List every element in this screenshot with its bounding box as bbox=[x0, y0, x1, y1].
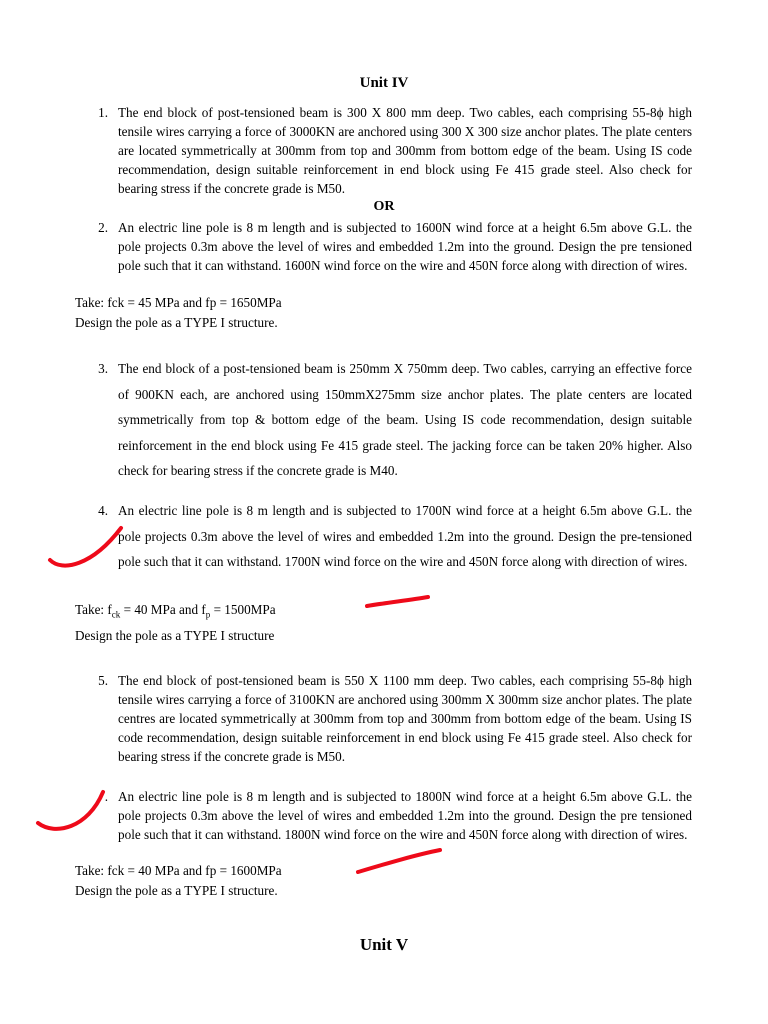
question-number: . bbox=[104, 789, 108, 804]
q4-design-note: Design the pole as a TYPE I structure bbox=[75, 628, 275, 643]
question-text: The end block of a post-tensioned beam is 250mm X 750mm deep. Two cables, carrying an effective force of 900KN each, are anchored using 150mmX275mm size anchor plates. The plate centers are located symmetrically from top & bottom edge of the beam. Using IS code recommendation, design suitable reinforcement in the end block using Fe 415 grade steel. The jacking force can be taken 20% higher. Also check for bearing stress if the concrete grade is M40. bbox=[118, 361, 692, 478]
q2-given-values: Take: fck = 45 MPa and fp = 1650MPa bbox=[75, 295, 282, 310]
question-number: 2. bbox=[98, 220, 108, 235]
question-4 bbox=[76, 498, 692, 575]
question-text: The end block of post-tensioned beam is 550 X 1100 mm deep. Two cables, each comprising 55-8ϕ high tensile wires carrying a force of 3100KN are anchored using 300mm X 300mm size anchor plates. The plate centres are located symmetrically at 300mm from top and 300mm from bottom edge of the beam. Using IS code recommendation, design suitable reinforcement in end block using Fe 415 grade steel. Also check for bearing stress if the concrete grade is M50. bbox=[118, 673, 692, 764]
question-5 bbox=[76, 671, 692, 766]
question-number: 4. bbox=[98, 503, 108, 518]
unit-iv-heading: Unit IV bbox=[359, 75, 409, 91]
q2-design-note: Design the pole as a TYPE I structure. bbox=[75, 315, 278, 330]
underline-q6 bbox=[358, 850, 440, 872]
fp-subscript: p bbox=[205, 609, 211, 620]
question-1 bbox=[76, 103, 692, 198]
unit-v-heading: Unit V bbox=[359, 935, 409, 954]
question-number: 1. bbox=[98, 105, 108, 120]
question-3 bbox=[76, 356, 692, 484]
fp-value: = 1500MPa bbox=[210, 602, 276, 617]
question-text: An electric line pole is 8 m length and is subjected to 1800N wind force at a height 6.5m above G.L. the pole projects 0.3m above the level of wires and embedded 1.2m into the ground. Design the pre tensioned pole such that it can withstand. 1800N wind force on the wire and 450N force along with direction of wires. bbox=[118, 789, 692, 842]
question-2 bbox=[76, 218, 692, 275]
question-number: 5. bbox=[98, 673, 108, 688]
question-text: An electric line pole is 8 m length and is subjected to 1600N wind force at a height 6.5m above G.L. the pole projects 0.3m above the level of wires and embedded 1.2m into the ground. Design the pre tensioned pole such that it can withstand. 1600N wind force on the wire and 450N force along with direction of wires. bbox=[118, 220, 692, 273]
q4-given-values bbox=[75, 602, 276, 620]
question-6 bbox=[76, 787, 692, 844]
underline-q4 bbox=[367, 597, 428, 606]
q6-given-values: Take: fck = 40 MPa and fp = 1600MPa bbox=[75, 863, 282, 878]
q4-take-prefix: Take: f bbox=[75, 602, 112, 617]
q6-design-note: Design the pole as a TYPE I structure. bbox=[75, 883, 278, 898]
fck-value: = 40 MPa and f bbox=[120, 602, 206, 617]
question-text: An electric line pole is 8 m length and is subjected to 1700N wind force at a height 6.5m above G.L. the pole projects 0.3m above the level of wires and embedded 1.2m into the ground. Design the pre-tensioned pole such that it can withstand. 1700N wind force on the wire and 450N force along with direction of wires. bbox=[118, 503, 692, 569]
or-separator: OR bbox=[373, 199, 395, 214]
fck-subscript: ck bbox=[111, 609, 121, 620]
question-number: 3. bbox=[98, 361, 108, 376]
question-text: The end block of post-tensioned beam is 300 X 800 mm deep. Two cables, each comprising 55-8ϕ high tensile wires carrying a force of 3000KN are anchored using 300 X 300 size anchor plates. The plate centers are located symmetrically at 300mm from top and 300mm from bottom edge of the beam. Using IS code recommendation, design suitable reinforcement in end block using Fe 415 grade steel. Also check for bearing stress if the concrete grade is M50. bbox=[118, 105, 692, 196]
